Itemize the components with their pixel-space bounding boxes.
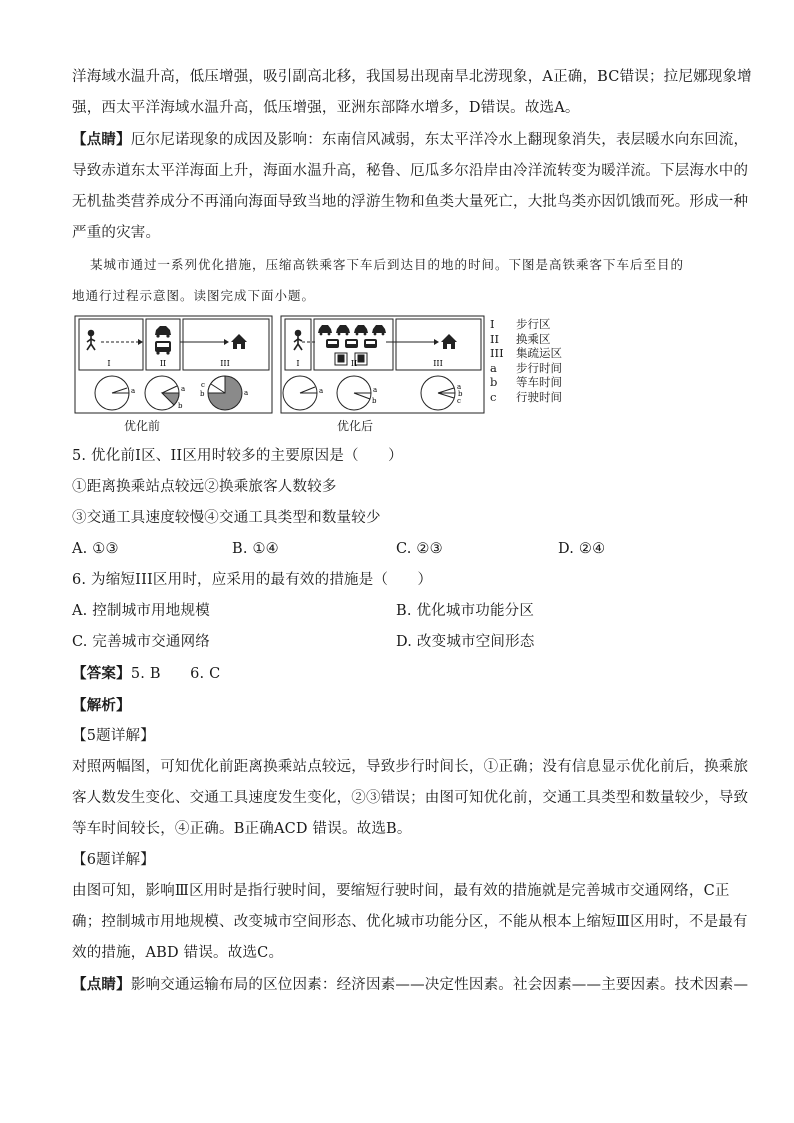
option-b: B. 优化城市功能分区	[396, 603, 535, 619]
option-d: D. 改变城市空间形态	[396, 634, 535, 650]
detail-6-heading: 【6题详解】	[72, 852, 155, 868]
legend-item: c 行驶时间	[490, 389, 562, 404]
arrow-head	[224, 339, 229, 345]
pie-slice-ab	[208, 376, 225, 393]
pie-label-a: a	[181, 385, 186, 393]
text-line: 洋海域水温升高，低压增强，吸引副高北移，我国易出现南旱北涝现象，A正确，BC错误；拉尼娜现象增	[72, 69, 752, 85]
home-icon	[231, 334, 247, 349]
question-6-options	[72, 627, 722, 658]
text-line: 客人数发生变化、交通工具速度发生变化，②③错误；由图可知优化前，交通工具类型和数量较少，导致	[72, 790, 749, 806]
zone-label-1: I	[107, 359, 111, 368]
home-icon	[441, 334, 457, 349]
legend-item: III 集疏运区	[490, 346, 562, 360]
pie-label-c: c	[457, 397, 461, 405]
caption-after: 优化后	[337, 419, 374, 433]
pie-label-b: b	[200, 390, 205, 398]
caption-before: 优化前	[124, 419, 161, 433]
question-6-options	[72, 596, 722, 627]
text-line: 导致赤道东太平洋海面上升，海面水温升高，秘鲁、厄瓜多尔沿岸由冷洋流转变为暖洋流。下层海水中的	[72, 163, 749, 179]
answer-text: 5. B 6. C	[130, 666, 221, 682]
text-line: 等车时间较长，④正确。B正确ACD 错误。故选B。	[72, 821, 412, 837]
option-c: C. 完善城市交通网络	[72, 634, 210, 650]
detail-5-heading: 【5题详解】	[72, 728, 155, 744]
arrow-head	[434, 339, 439, 345]
text-line: 效的措施，ABD 错误。故选C。	[72, 945, 284, 961]
arrow-head	[138, 339, 143, 345]
pie-label-a: a	[131, 387, 136, 395]
zone-label-1: I	[296, 359, 300, 368]
dianjing-label: 【点睛】	[72, 976, 131, 993]
zone-label-2: II	[159, 359, 167, 368]
legend-item: a 步行时间	[490, 360, 562, 375]
pie-label-b: b	[178, 402, 183, 410]
legend-item: I 步行区	[490, 317, 551, 331]
pie-label-a: a	[457, 383, 462, 391]
dianjing-paragraph	[72, 124, 749, 156]
legend-item: b 等车时间	[490, 375, 562, 389]
figure-legend	[490, 317, 562, 404]
question-6-stem: 6. 为缩短III区用时，应采用的最有效的措施是（ ）	[72, 572, 433, 588]
text-line: 由图可知，影响Ⅲ区用时是指行驶时间，要缩短行驶时间，最有效的措施就是完善城市交通网络，C正	[72, 883, 730, 899]
question-5-statements: ③交通工具速度较慢④交通工具类型和数量较少	[72, 510, 381, 526]
pie-label-b: b	[372, 397, 377, 405]
option-a: A. ①③	[72, 541, 119, 557]
text-line: 确；控制城市用地规模、改变城市空间形态、优化城市功能分区，不能从根本上缩短Ⅲ区用时，不是最有	[72, 914, 748, 930]
text-line: 厄尔尼诺现象的成因及影响：东南信风减弱，东太平洋冷水上翻现象消失，表层暖水向东回流，	[130, 132, 749, 148]
option-d: D. ②④	[558, 541, 606, 557]
car-icons-row	[318, 325, 386, 335]
figure-diagram	[74, 315, 486, 415]
before-zone-1	[79, 319, 143, 370]
zone-label-2: II	[350, 359, 358, 368]
pie-label-a: a	[319, 387, 324, 395]
dianjing-paragraph	[72, 969, 749, 1001]
text-line: 严重的灾害。	[72, 225, 161, 241]
text-line: 无机盐类营养成分不再涌向海面导致当地的浮游生物和鱼类大量死亡，大批鸟类亦因饥饿而死。形成一种	[72, 194, 749, 210]
pie-label-c: c	[201, 381, 205, 389]
answer-label: 【答案】	[72, 665, 131, 682]
walker-icon	[87, 331, 95, 351]
intro-line: 地通行过程示意图。读图完成下面小题。	[72, 288, 316, 303]
dianjing-label: 【点睛】	[72, 131, 131, 148]
zone-label-3: III	[433, 359, 443, 368]
question-5-options	[72, 534, 722, 565]
option-a: A. 控制城市用地规模	[72, 603, 210, 619]
analysis-heading: 【解析】	[72, 697, 131, 714]
intro-line: 某城市通过一系列优化措施，压缩高铁乘客下车后到达目的地的时间。下图是高铁乘客下车后至目的	[90, 257, 685, 272]
transit-process-figure	[72, 315, 722, 435]
zone-label-3: III	[220, 359, 230, 368]
car-icon	[155, 326, 171, 338]
legend-item: II 换乘区	[490, 331, 551, 346]
question-5-statements: ①距离换乘站点较远②换乘旅客人数较多	[72, 479, 337, 495]
option-c: C. ②③	[396, 541, 443, 557]
text-line: 影响交通运输布局的区位因素：经济因素——决定性因素。社会因素——主要因素。技术因素—	[130, 977, 749, 993]
text-line: 强，西太平洋海域水温升高，低压增强，亚洲东部降水增多，D错误。故选A。	[72, 100, 580, 116]
text-line: 对照两幅图，可知优化前距离换乘站点较远，导致步行时间长，①正确；没有信息显示优化前后，换乘旅	[72, 759, 749, 775]
answer-line	[72, 658, 722, 690]
walker-icon	[294, 331, 302, 351]
page-content	[72, 62, 752, 1001]
pie-label-b: b	[458, 390, 463, 398]
bus-icon	[155, 341, 171, 355]
pie-label-a: a	[373, 386, 378, 394]
question-5-stem: 5. 优化前Ⅰ区、II区用时较多的主要原因是（ ）	[72, 448, 403, 464]
bus-icons-row	[326, 339, 377, 348]
pie-label-a: a	[244, 389, 249, 397]
option-b: B. ①④	[232, 541, 279, 557]
